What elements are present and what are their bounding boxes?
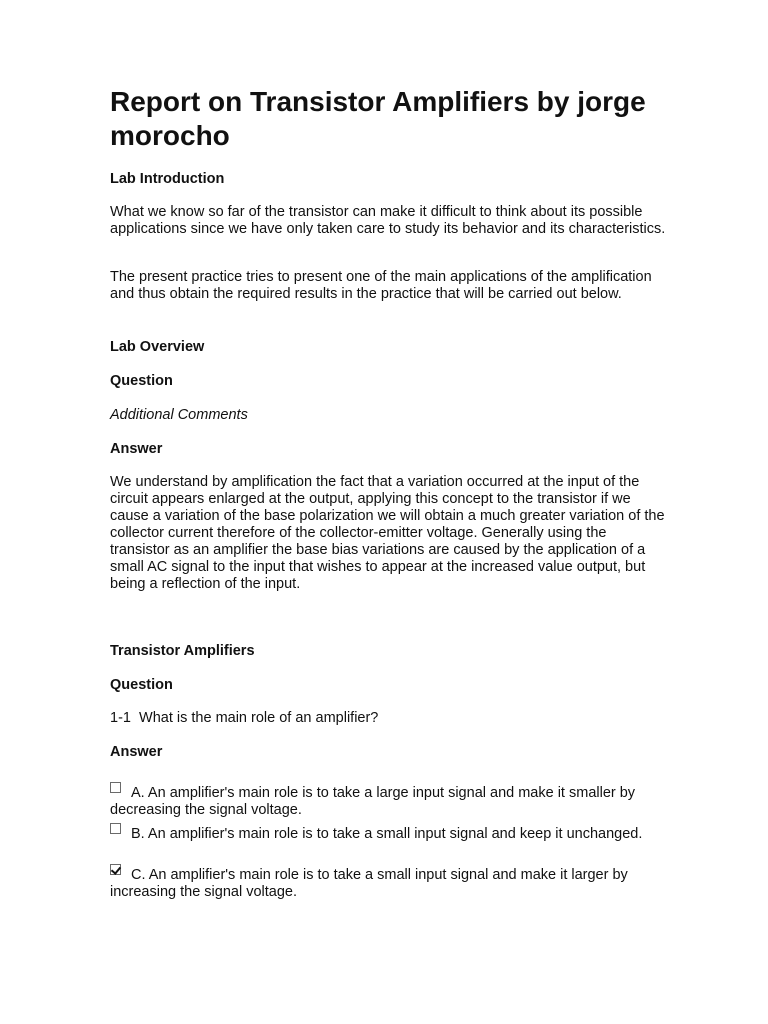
transistor-amplifiers-heading: Transistor Amplifiers xyxy=(110,643,255,659)
intro-paragraph-1: What we know so far of the transistor can make it difficult to think about its possible applications since we have only taken care to study its behavior and its characteristics. xyxy=(110,204,666,237)
page-title: Report on Transistor Amplifiers by jorge morocho xyxy=(110,86,646,151)
intro-paragraph-2: The present practice tries to present one of the main applications of the amplification and thus obtain the required results in the practice that will be carried out below. xyxy=(110,269,652,302)
overview-answer-text: We understand by amplification the fact that a variation occurred at the input of the circuit appears enlarged at the output, applying this concept to the transistor if we cause a variation of the base polarization we will obtain a much greater variation of the collector current therefore of the collector-emitter voltage. Generally using the transistor as an amplifier the base bias variations are caused by the application of a small AC signal to the input that wishes to appear at the increased value output, but being a reflection of the input. xyxy=(110,474,665,592)
option-c-label: C. An amplifier's main role is to take a small input signal and make it larger by increasing the signal voltage. xyxy=(110,867,628,900)
lab-introduction-heading: Lab Introduction xyxy=(110,171,225,187)
overview-question-text: Additional Comments xyxy=(110,407,248,423)
option-b-checkbox[interactable] xyxy=(110,823,121,834)
answer-option-b xyxy=(110,823,670,843)
amplifiers-question-label: Question xyxy=(110,677,173,693)
amplifiers-question-text: 1-1 What is the main role of an amplifier? xyxy=(110,710,379,726)
option-a-checkbox[interactable] xyxy=(110,782,121,793)
option-a-label: A. An amplifier's main role is to take a large input signal and make it smaller by decreasing the signal voltage. xyxy=(110,785,636,818)
lab-overview-heading: Lab Overview xyxy=(110,339,205,355)
option-c-checkbox[interactable] xyxy=(110,864,121,875)
amplifiers-answer-label: Answer xyxy=(110,744,163,760)
answer-option-a xyxy=(110,782,670,819)
answer-option-c xyxy=(110,864,670,901)
overview-answer-label: Answer xyxy=(110,441,163,457)
overview-question-label: Question xyxy=(110,373,173,389)
option-b-label: B. An amplifier's main role is to take a small input signal and keep it unchanged. xyxy=(131,826,643,842)
